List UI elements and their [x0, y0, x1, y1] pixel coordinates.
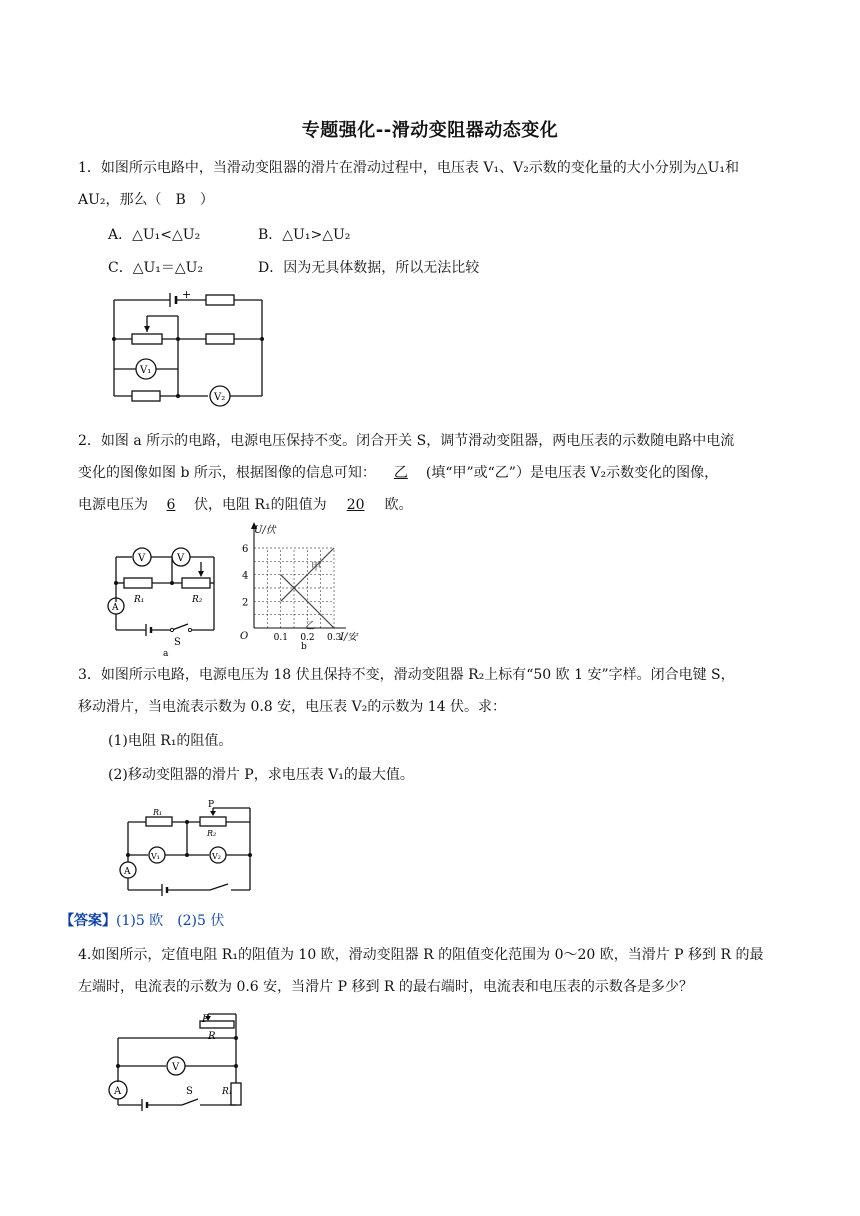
q2a-ammeter-label: A — [112, 603, 119, 613]
q2-line3-b: 伏，电阻 R₁的阻值为 — [194, 497, 327, 513]
q2-line3-c: 欧。 — [384, 497, 413, 513]
y-tick-label: 4 — [242, 570, 249, 582]
q4-p-label: P — [202, 1014, 209, 1025]
q4-ammeter-label: A — [114, 1086, 122, 1097]
q2-series-jia-label: 甲 — [311, 562, 321, 573]
q3-text-line1: 3．如图所示电路，电源电压为 18 伏且保持不变，滑动变阻器 R₂上标有“50 欧 1 安”字样。闭合电键 S， — [78, 667, 735, 683]
q3-answer-text: (1)5 欧 (2)5 伏 — [116, 913, 225, 929]
q1-line2-suffix: ） — [199, 192, 214, 208]
q1-text-line2 — [78, 190, 798, 210]
q3-r2-label: R₂ — [207, 829, 217, 838]
y-tick-label: 6 — [242, 544, 249, 555]
q2-circuit-figure-a — [104, 540, 222, 658]
q2-xlabel: I/安 — [340, 632, 358, 643]
q1-text-line1: 1．如图所示电路中，当滑动变阻器的滑片在滑动过程中，电压表 V₁、V₂示数的变化量的大小分别为△U₁和 — [78, 160, 739, 176]
q2b-caption: b — [301, 642, 307, 652]
q4-r-label: R — [208, 1031, 216, 1042]
q2-text-line3 — [78, 495, 798, 515]
q2-line3-a: 电源电压为 — [78, 497, 148, 513]
q4-v-label: V — [172, 1062, 180, 1073]
q1-v2-label: V₂ — [214, 392, 226, 403]
q2-origin-label: O — [240, 631, 249, 642]
q2-series-yi-label: 乙 — [305, 621, 315, 632]
q2a-r2-label: R₂ — [192, 595, 203, 605]
q2a-switch-label: S — [174, 637, 181, 648]
q4-switch-label: S — [186, 1086, 193, 1097]
q2-text-line1: 2．如图 a 所示的电路，电源电压保持不变。闭合开关 S，调节滑动变阻器，两电压表的示数随电路中电流 — [78, 433, 735, 449]
q1-option-b: B．△U₁>△U₂ — [258, 227, 351, 243]
q3-r1-label: R₁ — [153, 808, 163, 817]
page-title: 专题强化--滑动变阻器动态变化 — [301, 120, 559, 141]
q2-graph-figure-b — [234, 520, 362, 650]
q2-text-line2 — [78, 463, 798, 483]
q2-line2-prefix: 变化的图像如图 b 所示，根据图像的信息可知： — [78, 465, 376, 481]
q1-plus-label: + — [182, 288, 192, 301]
q1-line2-prefix: AU₂，那么（ — [78, 192, 162, 208]
q4-text-line1: 4.如图所示，定值电阻 R₁的阻值为 10 欧，滑动变阻器 R 的阻值变化范围为 0～20 欧，当滑片 P 移到 R 的最 — [78, 947, 764, 963]
q2a-v1-label: V — [138, 553, 146, 564]
q3-answer — [60, 911, 780, 931]
q3-subquestion-1: (1)电阻 R₁的阻值。 — [108, 733, 233, 749]
q3-answer-tag: 【答案】 — [60, 913, 116, 929]
q2a-v2-label: V — [177, 553, 185, 564]
q1-v1-label: V₁ — [140, 365, 152, 376]
q2-blank-series: 乙 — [393, 465, 408, 481]
q1-answer: B — [175, 192, 186, 208]
q2-ylabel: U/伏 — [254, 525, 276, 536]
q1-option-c: C．△U₁＝△U₂ — [108, 260, 204, 276]
q2-blank-resistance: 20 — [346, 497, 365, 513]
q2-blank-voltage: 6 — [166, 497, 176, 513]
y-tick-label: 2 — [242, 597, 249, 609]
q2a-caption: a — [163, 649, 169, 659]
q3-v1-label: V₁ — [151, 852, 160, 861]
q3-v2-label: V₂ — [212, 852, 221, 861]
q3-subquestion-2: (2)移动变阻器的滑片 P，求电压表 V₁的最大值。 — [108, 767, 414, 783]
q1-option-d: D．因为无具体数据，所以无法比较 — [258, 260, 480, 276]
x-tick-label: 0.3 — [327, 633, 342, 643]
q1-option-a: A．△U₁<△U₂ — [108, 227, 201, 243]
q4-circuit-figure — [104, 1010, 254, 1112]
q3-circuit-figure — [108, 800, 258, 900]
q2a-r1-label: R₁ — [134, 595, 145, 605]
q3-p-label: P — [208, 800, 215, 810]
q2-line2-suffix: (填“甲”或“乙”）是电压表 V₂示数变化的图像， — [425, 465, 719, 481]
q3-ammeter-label: A — [124, 867, 131, 877]
q3-text-line2: 移动滑片，当电流表示数为 0.8 安，电压表 V₂的示数为 14 伏。求： — [78, 699, 507, 715]
q4-text-line2: 左端时，电流表的示数为 0.6 安，当滑片 P 移到 R 的最右端时，电流表和电压表的示数各是多少？ — [78, 979, 693, 995]
q4-r1-label: R₁ — [222, 1087, 233, 1097]
x-tick-label: 0.1 — [273, 633, 288, 643]
x-tick-label: 0.2 — [300, 633, 315, 643]
q1-circuit-figure — [100, 286, 285, 411]
